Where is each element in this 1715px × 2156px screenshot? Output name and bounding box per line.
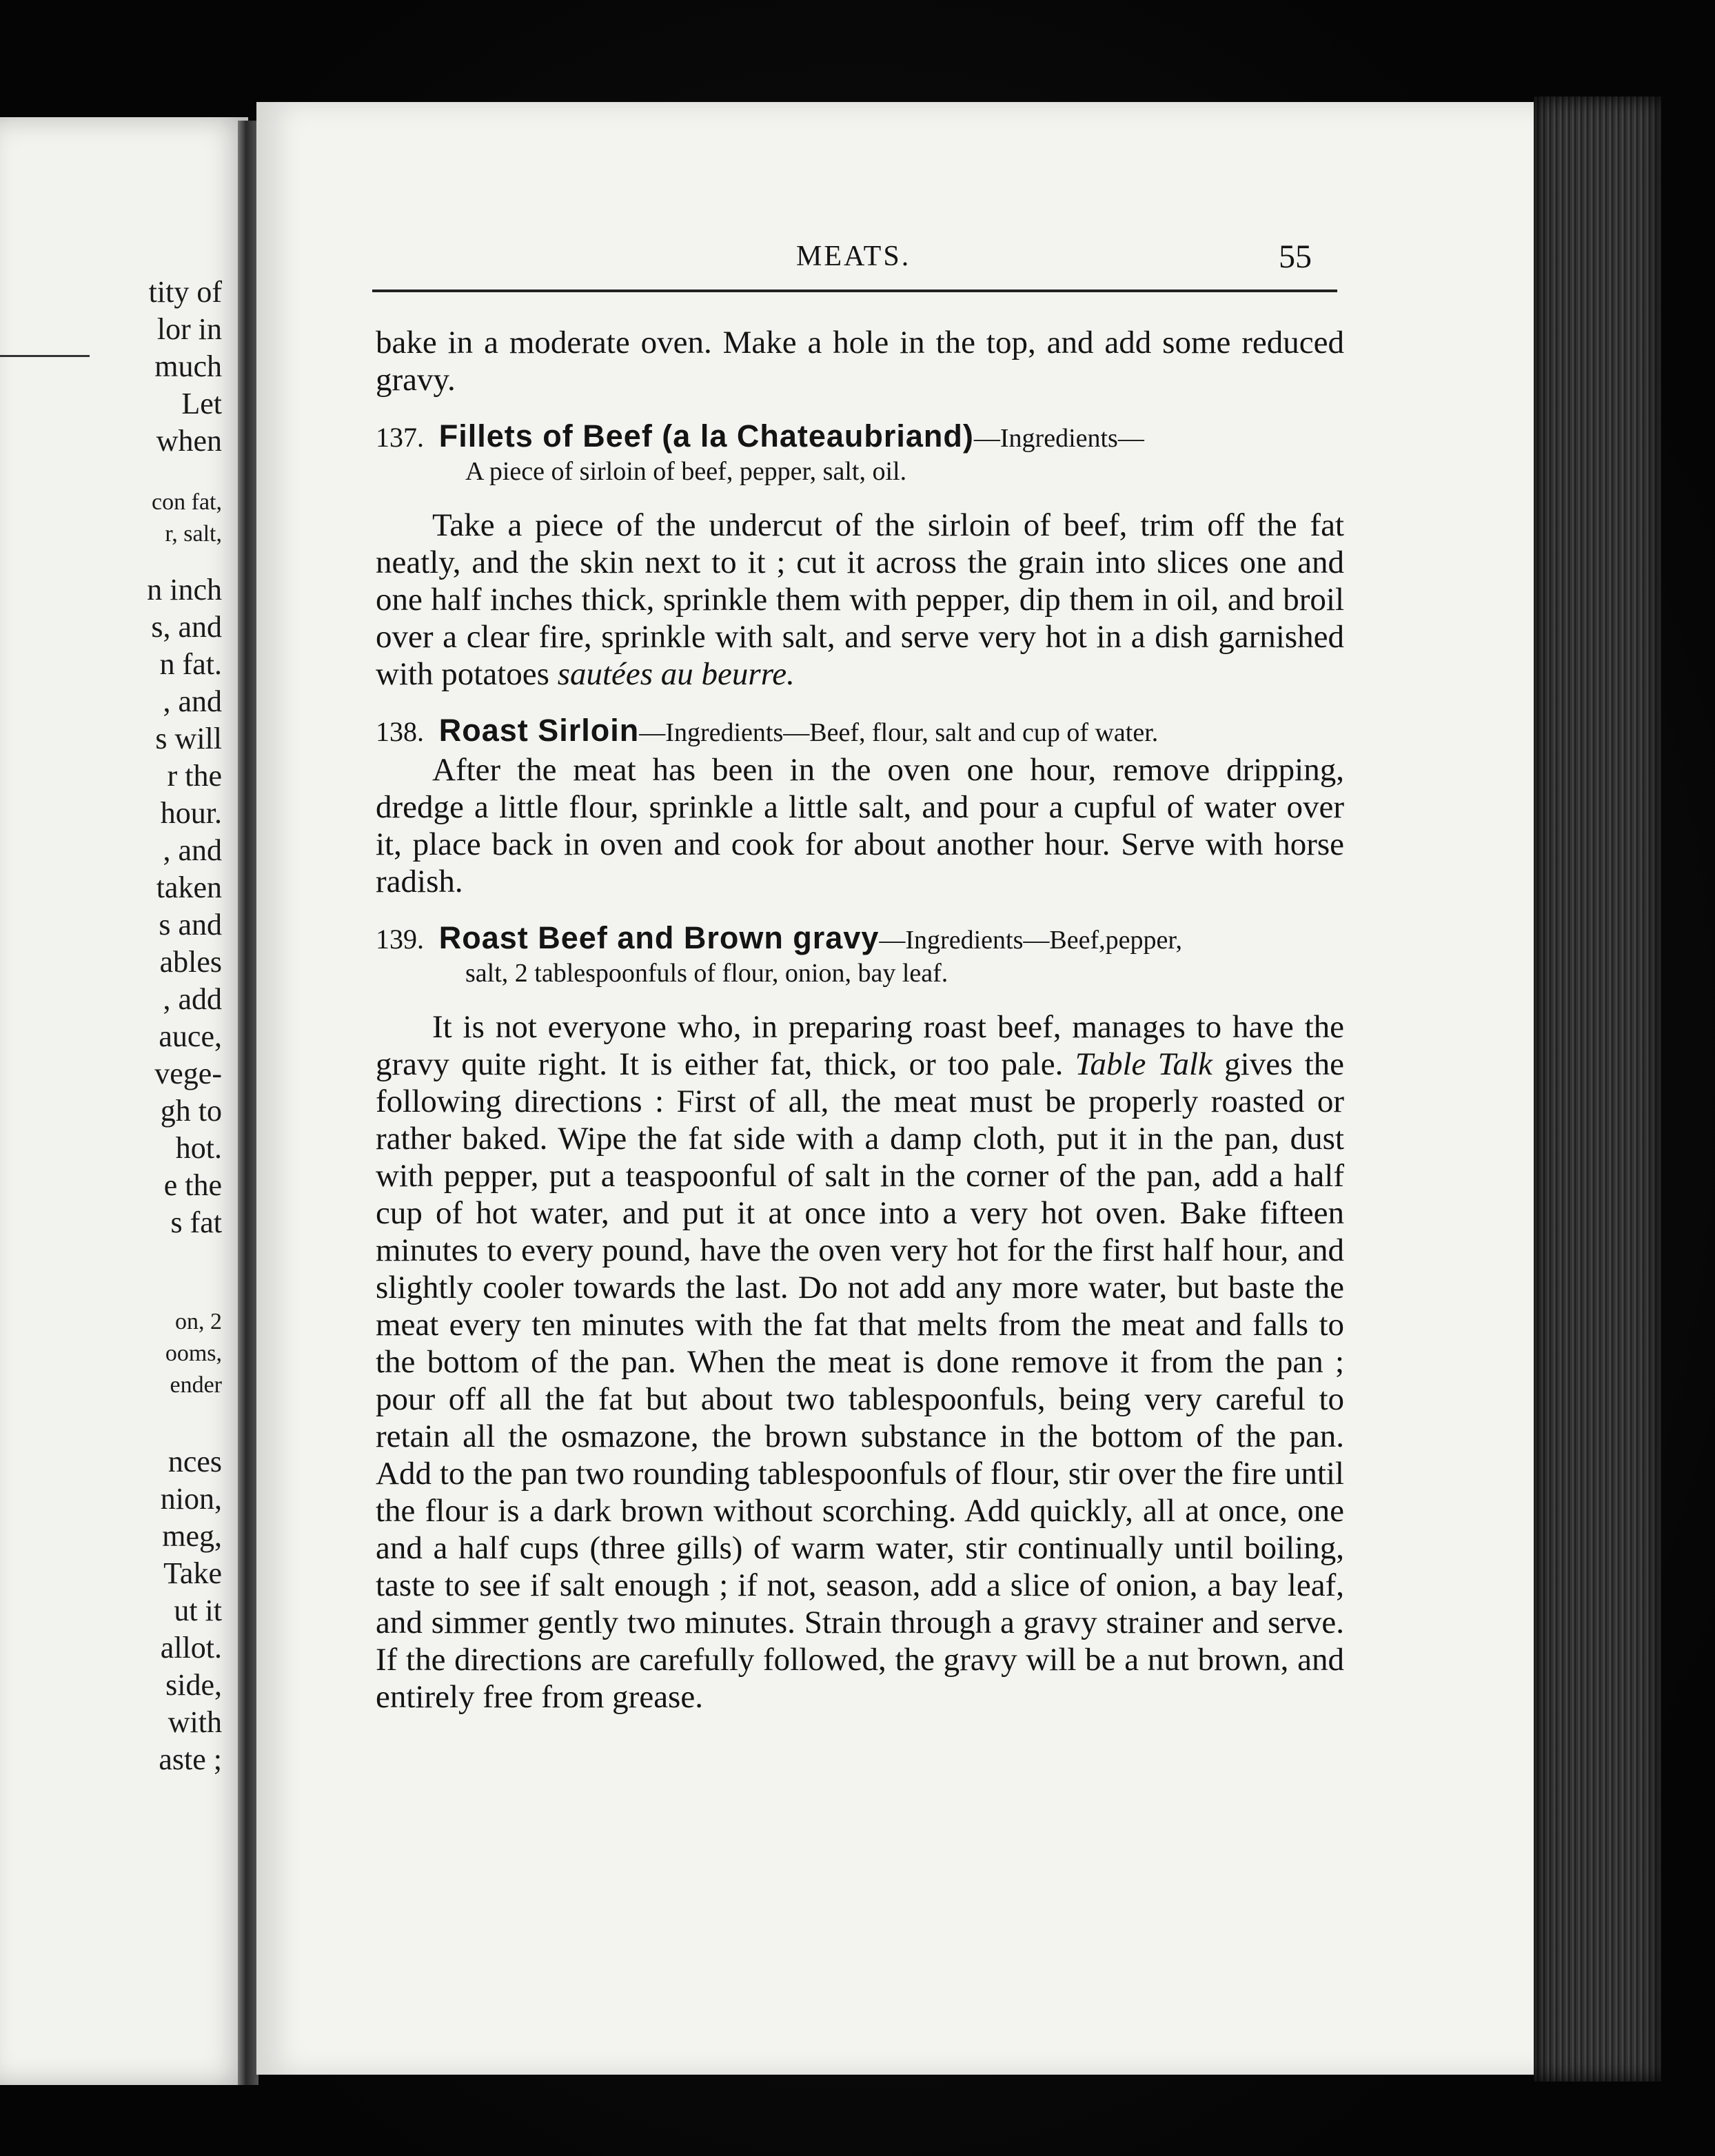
recipe-body-text: Take a piece of the undercut of the sirloin of beef, trim off the fat neatly, and the skin next to it ; cut it across the grain into slices one and one half inches thick, sprinkle them with pepper, dip them in oil, and broil over a clear fire, sprinkle with salt, and serve very hot in a dish garnished with potatoes bbox=[376, 507, 1344, 692]
left-page-line: auce, bbox=[159, 1019, 222, 1053]
left-page-line: Let bbox=[181, 387, 222, 420]
left-page-line: side, bbox=[165, 1668, 222, 1702]
left-page-line: s, and bbox=[151, 610, 222, 644]
left-page-rule bbox=[0, 355, 90, 357]
left-page-line: r, salt, bbox=[165, 521, 222, 547]
left-page-line: ooms, bbox=[165, 1341, 222, 1366]
ingredients-label: —Ingredients— bbox=[973, 424, 1144, 453]
left-page-line: hour. bbox=[160, 796, 222, 830]
left-page-line: , and bbox=[163, 684, 222, 718]
left-page-line: aste ; bbox=[159, 1742, 222, 1776]
ingredients-first: Beef,pepper, bbox=[1049, 926, 1182, 955]
recipe-body-start: It is not everyone who, in preparing roast beef, manages to have the gravy quite right. It is either fat, thick, or too pale. bbox=[376, 1009, 1344, 1082]
ingredients-label: —Ingredients— bbox=[879, 926, 1050, 955]
ingredients-label: —Ingredients— bbox=[639, 718, 810, 747]
recipe-139-body bbox=[376, 1008, 1344, 1716]
recipe-title: Roast Sirloin bbox=[438, 713, 640, 748]
left-page-line: when bbox=[156, 424, 222, 458]
recipe-138-body: After the meat has been in the oven one hour, remove dripping, dredge a little flour, sprinkle a little salt, and pour a cupful of water over it, place back in oven and cook for about another hour. Serve with horse radish. bbox=[376, 752, 1344, 899]
recipe-number: 138. bbox=[376, 716, 424, 747]
left-page-line: taken bbox=[156, 871, 222, 904]
left-page bbox=[0, 117, 248, 2085]
left-page-line: ables bbox=[159, 945, 222, 979]
recipe-body-rest: gives the following directions : First of all, the meat must be properly roasted or rather baked. Wipe the fat side with a damp cloth, put it in the pan, dust with pepper, put a teaspoonful of salt in the corner of the pan, add a half cup of hot water, and put it at once into a very hot oven. Bake fifteen minutes to every pound, have the oven very hot for the first half hour, and slightly cooler towards the last. Do not add any more water, but baste the meat every ten minutes with the fat that melts from the meat and falls to the bottom of the pan. When the meat is done remove it from the pan ; pour off all the fat but about two tablespoonfuls, being very careful to retain all the osmazone, the brown substance in the bottom of the pan. Add to the pan two rounding tablespoonfuls of flour, stir over the fire until the flour is a dark brown without scorching. Add quickly, all at once, one and a half cups (three gills) of warm water, stir continually until boiling, taste to see if salt enough ; if not, season, add a slice of onion, a bay leaf, and simmer gently two minutes. Strain through a gravy strainer and serve. If the directions are carefully followed, the gravy will be a nut brown, and entirely free from grease. bbox=[376, 1046, 1345, 1715]
left-page-line: lor in bbox=[156, 312, 222, 346]
recipe-body-italic: sautées au beurre. bbox=[557, 656, 795, 692]
left-page-line: vege- bbox=[154, 1057, 222, 1090]
left-page-line: r the bbox=[167, 759, 222, 793]
recipe-137-heading bbox=[376, 418, 1344, 486]
continuation-paragraph: bake in a moderate oven. Make a hole in the top, and add some reduced gravy. bbox=[376, 325, 1344, 398]
page-number: 55 bbox=[1279, 238, 1312, 275]
page-edges bbox=[1534, 96, 1661, 2082]
left-page-line: allot. bbox=[160, 1631, 222, 1665]
left-page-line: s will bbox=[155, 722, 222, 755]
left-page-line: ut it bbox=[174, 1594, 222, 1627]
header-rule bbox=[372, 289, 1337, 292]
recipe-139-heading bbox=[376, 919, 1344, 988]
recipe-137-body bbox=[376, 507, 1344, 693]
left-page-line: n inch bbox=[147, 573, 222, 607]
recipe-title: Roast Beef and Brown gravy bbox=[438, 920, 880, 955]
left-page-line: n fat. bbox=[159, 647, 222, 681]
recipe-body-italic: Table Talk bbox=[1075, 1046, 1212, 1082]
left-page-line: hot. bbox=[175, 1131, 222, 1165]
left-page-line: much bbox=[154, 349, 222, 383]
recipe-number: 137. bbox=[376, 422, 424, 453]
left-page-line: e the bbox=[163, 1168, 222, 1202]
ingredients-list: salt, 2 tablespoonfuls of flour, onion, bay leaf. bbox=[465, 959, 948, 988]
left-page-line: meg, bbox=[162, 1519, 222, 1553]
left-page-line: nion, bbox=[160, 1482, 222, 1516]
left-page-line: Take bbox=[163, 1556, 222, 1590]
book-gutter bbox=[238, 121, 258, 2085]
left-page-line: con fat, bbox=[152, 489, 222, 515]
page-body bbox=[376, 324, 1344, 1716]
recipe-138-heading bbox=[376, 712, 1344, 751]
left-page-line: , add bbox=[163, 982, 222, 1016]
running-head: MEATS. bbox=[796, 241, 911, 272]
recipe-number: 139. bbox=[376, 924, 424, 955]
left-page-line: on, 2 bbox=[175, 1309, 222, 1334]
left-page-line: tity of bbox=[148, 275, 222, 309]
left-page-line: ender bbox=[170, 1372, 222, 1398]
left-page-line: s and bbox=[159, 908, 222, 942]
ingredients-list: Beef, flour, salt and cup of water. bbox=[809, 718, 1159, 747]
left-page-line: gh to bbox=[160, 1094, 222, 1128]
ingredients-list: A piece of sirloin of beef, pepper, salt, oil. bbox=[465, 457, 907, 486]
left-page-line: s fat bbox=[170, 1206, 222, 1239]
left-page-line: nces bbox=[168, 1445, 222, 1478]
left-page-line: , and bbox=[163, 833, 222, 867]
recipe-title: Fillets of Beef (a la Chateaubriand) bbox=[438, 418, 974, 454]
left-page-line: with bbox=[168, 1705, 222, 1739]
